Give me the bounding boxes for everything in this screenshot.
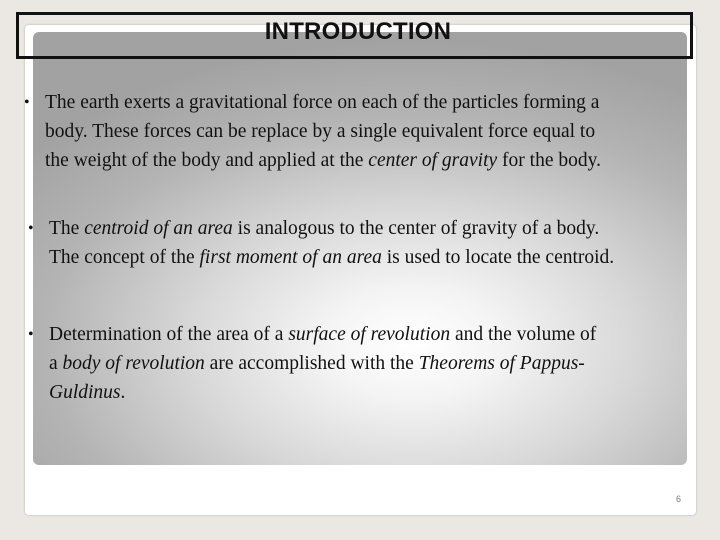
bullet-line [49,378,596,407]
text-segment: body. These forces can be replace by a single equivalent force equal to [45,121,596,142]
bullet-pappus [28,320,597,407]
text-segment: . [120,382,126,403]
bullet-marker: • [28,220,34,237]
text-segment: and the volume of [450,324,597,345]
text-segment: The concept of the [49,247,200,268]
text-segment: is analogous to the center of gravity of a body. [232,218,600,239]
italic-term: surface of revolution [288,324,451,345]
text-segment: are accomplished with the [204,353,419,374]
slide-title: INTRODUCTION [264,18,452,45]
text-segment: for the body. [497,150,601,171]
bullet-line [45,146,601,175]
text-segment: is used to locate the centroid. [381,247,615,268]
bullet-line [49,243,614,272]
page-number: 6 [676,494,682,504]
bullet-line [49,320,596,349]
text-segment: The [49,218,85,239]
bullet-line [45,88,601,117]
bullet-line [49,349,596,378]
bullet-centroid [28,214,615,272]
text-segment: Determination of the area of a [49,324,289,345]
text-segment: a [49,353,63,374]
bullet-line [45,117,601,146]
bullet-gravity [24,88,601,175]
italic-term: centroid of an area [84,218,233,239]
bullet-marker: • [28,326,34,343]
italic-term: body of revolution [62,353,205,374]
italic-term: Theorems of Pappus- [418,353,585,374]
bullet-marker: • [24,94,30,111]
italic-term: Guldinus [49,382,121,403]
italic-term: first moment of an area [199,247,382,268]
italic-term: center of gravity [368,150,498,171]
text-segment: The earth exerts a gravitational force on each of the particles forming a [45,92,600,113]
bullet-line [49,214,614,243]
text-segment: the weight of the body and applied at the [45,150,369,171]
